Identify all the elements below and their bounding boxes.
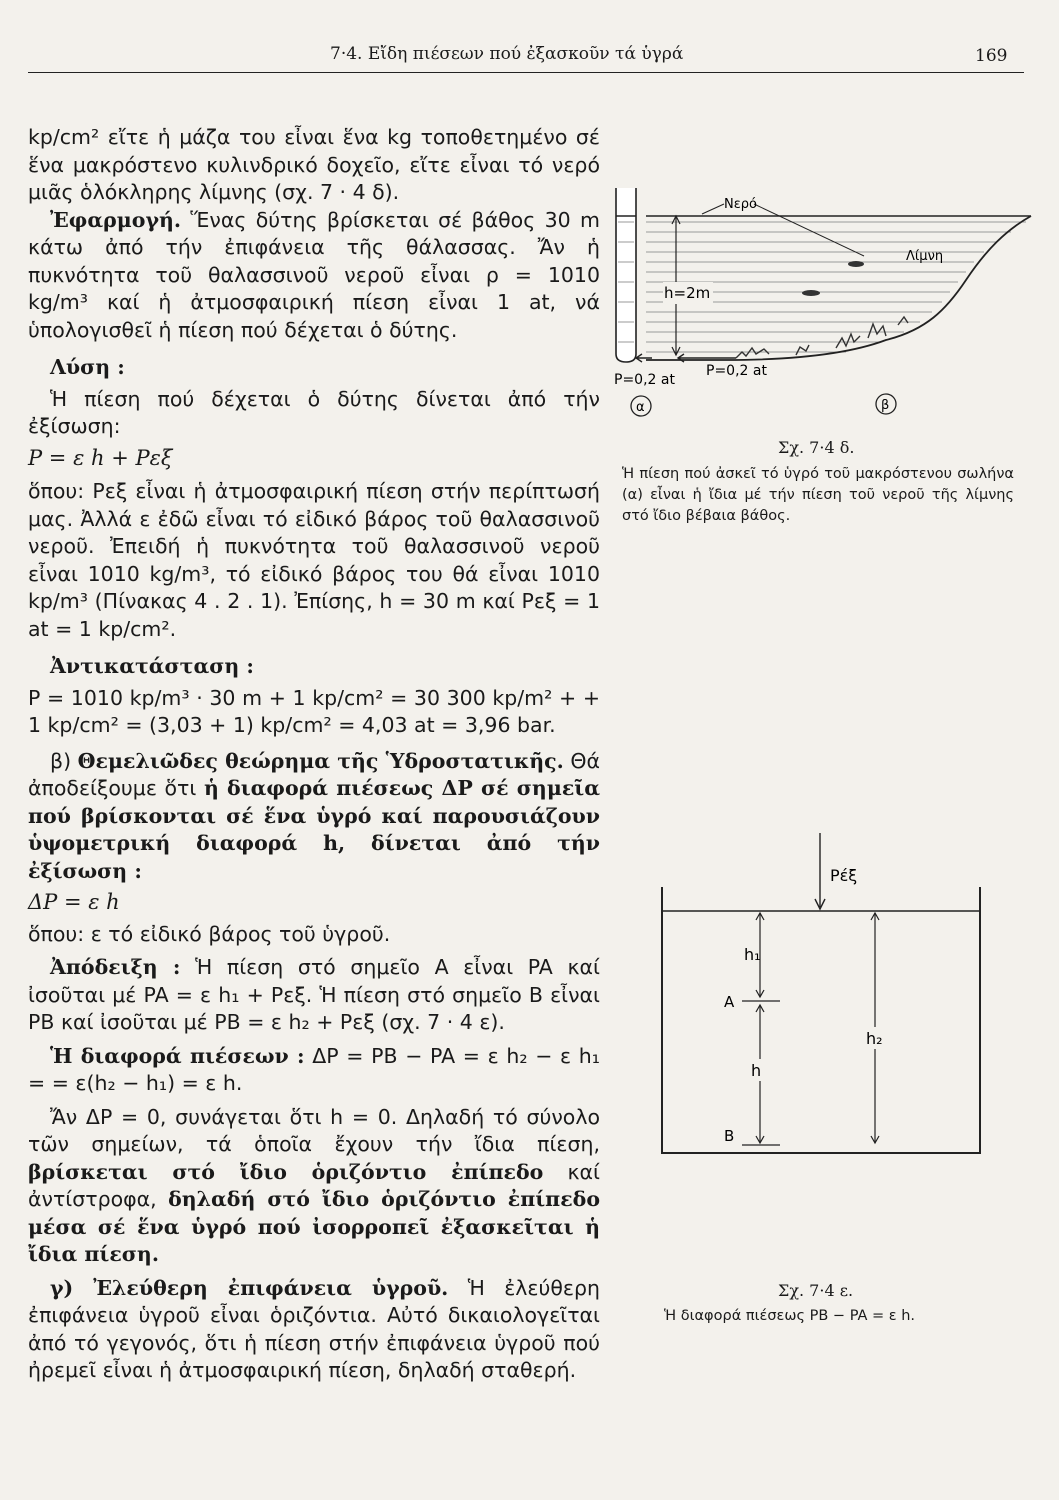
paragraph-theorem [28,748,600,886]
water-leader-right [754,204,864,256]
difference-label: Ἡ διαφορά πιέσεων : [50,1043,305,1068]
fish-icon [848,261,864,267]
pressure-label-b: P=0,2 at [706,363,767,379]
water-label: Νερό [724,197,757,212]
equation-1: P = ε h + Pεξ [28,445,173,470]
figure-pressure-difference [650,825,990,1175]
label-b: β [881,398,890,413]
solution-text: Ἡ πίεση πού δέχεται ὁ δύτης δίνεται ἀπό τήν ἐξίσωση: [28,386,600,438]
h-label: h [751,1061,762,1080]
conclusion-bold-2: δηλαδή στό ἴδιο ὁριζόντιο ἐπίπεδο μέσα σέ ἕνα ὑγρό πού ἰσορροπεῖ ἐξασκεῖται ἡ ἴδια πίεση. [28,1187,601,1266]
header-rule [28,72,1024,73]
theorem-statement: ἡ διαφορά πιέσεως ΔP σέ σημεῖα πού βρίσκονται σέ ἕνα ὑγρό καί παρουσιάζουν ὑψομετρική διαφορά h, δίνεται ἀπό τήν ἐξίσωση : [28,776,600,883]
page-number: 169 [975,46,1008,66]
paragraph-free-surface [28,1275,600,1385]
label-a: α [636,400,645,415]
proof-text: Ἡ πίεση στό σημεῖο Α εἶναι PA καί ἰσοῦται μέ PA = ε h₁ + Pεξ. Ἡ πίεση στό σημεῖο Β εἶναι PB καί ἰσοῦται μέ PB = ε h₂ + Pεξ (σχ. 7 · 4 ε). [28,955,600,1034]
running-header: 7·4. Εἴδη πιέσεων πού ἐξασκοῦν τά ὑγρά [330,44,684,64]
difference-text: ΔP = PB − PA = ε h₂ − ε h₁ = = ε(h₂ − h₁) = ε h. [28,1043,601,1095]
lake-label: Λίμνη [906,249,944,264]
figure-d-caption: Ἡ πίεση πού ἀσκεῖ τό ὑγρό τοῦ μακρόστενου σωλήνα (α) εἶναι ἡ ἴδια μέ τήν πίεση τοῦ νεροῦ τῆς λίμνης στό ἴδιο βέβαια βάθος. [622,466,1014,524]
gamma-label: γ) Ἐλεύθερη ἐπιφάνεια ὑγροῦ. [50,1275,449,1300]
paragraph-difference [28,1043,600,1098]
h1-label: h₁ [744,945,761,964]
application-text: Ἕνας δύτης βρίσκεται σέ βάθος 30 m κάτω ἀπό τήν ἐπιφάνεια τῆς θάλασσας. Ἄν ἡ πυκνότητα τοῦ θαλασσινοῦ νεροῦ εἶναι ρ = 1010 kg/m³ καί ἡ ἀτμοσφαιρική πίεση εἶναι 1 at, νά ὑπολογισθεῖ ἡ πίεση πού δέχεται ὁ δύτης. [28,207,600,342]
paragraph-conclusion [28,1104,600,1269]
tube-outline [616,188,636,362]
equation-2: ΔP = ε h [28,890,120,914]
conclusion-bold: βρίσκεται στό ἴδιο ὁριζόντιο ἐπίπεδο [28,1159,544,1184]
paragraph-where-2: ὅπου: ε τό εἰδικό βάρος τοῦ ὑγροῦ. [28,921,391,946]
beta-label: β) [50,748,72,773]
figure-e-caption: Ἡ διαφορά πιέσεως PB − PA = ε h. [664,1308,916,1324]
solution-label: Λύση : [50,355,125,379]
point-a-label: A [724,993,735,1011]
main-column [28,124,600,1385]
fish-icon-2 [802,290,820,296]
conclusion-text: Ἄν ΔP = 0, συνάγεται ὅτι h = 0. Δηλαδή τό σύνολο τῶν σημείων, τά ὁποῖα ἔχουν τήν ἴδια πίεση, [28,1104,600,1156]
proof-label: Ἀπόδειξη : [50,955,181,979]
gamma-text: Ἡ ἐλεύθερη ἐπιφάνεια ὑγροῦ εἶναι ὁριζόντια. Αὐτό δικαιολογεῖται ἀπό τό γεγονός, ὅτι ἡ πίεση στήν ἐπιφάνεια ὑγροῦ πού ἠρεμεῖ εἶναι ἡ ἀτμοσφαιρική πίεση, δηλαδή σταθερή. [28,1275,600,1382]
figure-e-title: Σχ. 7·4 ε. [778,1281,854,1300]
pressure-label-a: P=0,2 at [614,372,675,388]
container-outline [662,887,980,1153]
theorem-text: Θά ἀποδείξουμε ὅτι [28,748,600,800]
paragraph-intro: kp/cm² εἴτε ἡ μάζα του εἶναι ἕνα kg τοποθετημένο σέ ἕνα μακρόστενο κυλινδρικό δοχεῖο, εἴτε εἶναι τό νερό μιᾶς ὁλόκληρης λίμνης (σχ. 7 · 4 δ). [28,125,600,204]
figure-lake-tube [606,160,1036,430]
application-label: Ἐφαρμογή. [50,207,182,232]
substitution-text: P = 1010 kp/m³ · 30 m + 1 kp/cm² = 30 300 kp/m² + + 1 kp/cm² = (3,03 + 1) kp/cm² = 4,03 at = 3,96 bar. [28,685,600,737]
conclusion-text-2: καί ἀντίστροφα, [28,1159,600,1211]
pext-label: Pέξ [830,866,858,885]
paragraph-proof [28,954,600,1037]
water-leader-left [702,204,724,214]
point-b-label: B [724,1127,735,1145]
paragraph-where: ὅπου: Pεξ εἶναι ἡ ἀτμοσφαιρική πίεση στήν περίπτωσή μας. Ἀλλά ε ἐδῶ εἶναι τό εἰδικό βάρος τοῦ θαλασσινοῦ νεροῦ. Ἐπειδή ἡ πυκνότητα τοῦ θαλασσινοῦ νεροῦ εἶναι 1010 kg/m³, τό εἰδικό βάρος του θά εἶναι 1010 kp/m³ (Πίνακας 4 . 2 . 1). Ἐπίσης, h = 30 m καί Pεξ = 1 at = 1 kp/cm². [28,479,600,641]
figure-d-title: Σχ. 7·4 δ. [778,438,855,457]
paragraph-application [28,207,600,345]
substitution-label: Ἀντικατάσταση : [50,654,254,678]
h2-label: h₂ [866,1029,883,1048]
theorem-title: Θεμελιῶδες θεώρημα τῆς Ὑδροστατικῆς. [77,748,564,773]
height-label: h=2m [664,284,711,302]
